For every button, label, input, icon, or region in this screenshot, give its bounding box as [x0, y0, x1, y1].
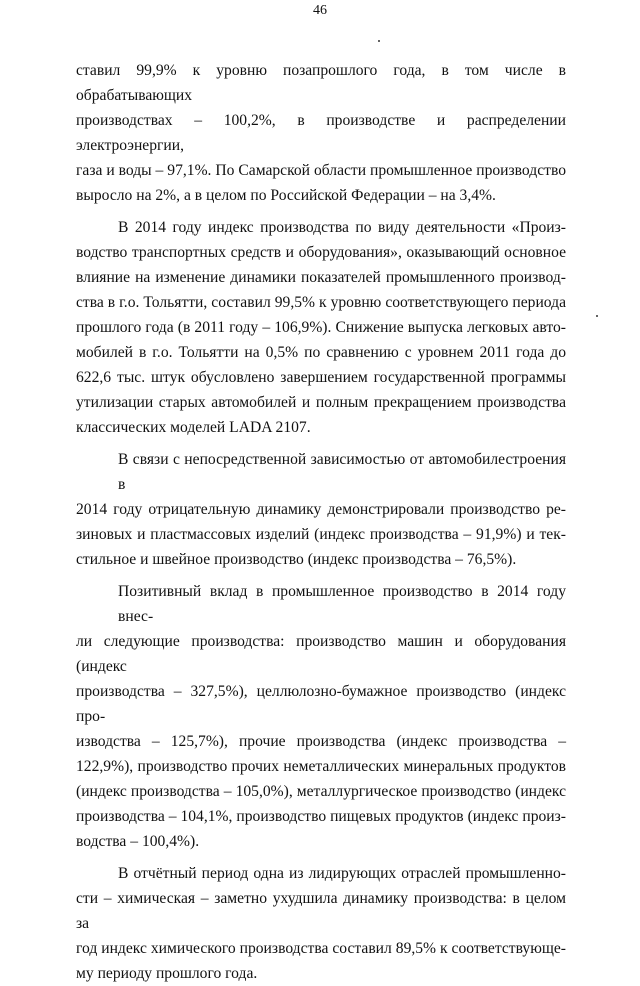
paragraph-gap — [76, 854, 566, 861]
text-line: ли следующие производства: производство машин и оборудования (индекс — [76, 633, 566, 675]
text-line: му периоду прошлого года. — [76, 965, 258, 982]
text-line: сти – химическая – заметно ухудшила динамику производства: в целом за — [76, 890, 566, 932]
text-line: 2014 году отрицательную динамику демонстрировали производство ре- — [76, 501, 566, 518]
text-line: водства – 100,4%). — [76, 833, 200, 850]
text-line: изводства – 125,7%), прочие производства (индекс производства – — [76, 733, 566, 750]
paragraph-p1 — [76, 58, 566, 208]
text-line: 622,6 тыс. штук обусловлено завершением государственной программы — [76, 369, 566, 386]
paragraph-p2 — [76, 215, 566, 440]
text-line: влияние на изменение динамики показателей промышленного производ- — [76, 269, 566, 286]
text-line: Позитивный вклад в промышленное производство в 2014 году внес- — [118, 583, 566, 625]
text-line: год индекс химического производства составил 89,5% к соответствующе- — [76, 940, 566, 957]
paragraph-gap — [76, 572, 566, 579]
text-line: В связи с непосредственной зависимостью от автомобилестроения в — [118, 451, 566, 493]
text-line: мобилей в г.о. Тольятти на 0,5% по сравнению с уровнем 2011 года до — [76, 344, 566, 361]
paragraph-p5 — [76, 861, 566, 986]
text-line: В 2014 году индекс производства по виду деятельности «Произ- — [118, 219, 566, 236]
paragraph-gap — [76, 440, 566, 447]
scan-speck — [596, 315, 598, 317]
text-line: производства – 104,1%, производство пищевых продуктов (индекс произ- — [76, 808, 566, 825]
text-line: ства в г.о. Тольятти, составил 99,5% к уровню соответствующего периода — [76, 294, 566, 311]
text-line: водство транспортных средств и оборудования», оказывающий основное — [76, 244, 566, 261]
text-line: выросло на 2%, а в целом по Российской Федерации – на 3,4%. — [76, 187, 496, 204]
text-line: классических моделей LADA 2107. — [76, 419, 311, 436]
text-line: производствах – 100,2%, в производстве и распределении электроэнергии, — [76, 112, 566, 154]
text-line: утилизации старых автомобилей и полным прекращением производства — [76, 394, 566, 411]
paragraph-p3 — [76, 447, 566, 572]
text-line: 122,9%), производство прочих неметаллических минеральных продуктов — [76, 758, 566, 775]
text-line: газа и воды – 97,1%. По Самарской области промышленное производство — [76, 162, 566, 179]
scan-speck — [378, 40, 380, 42]
paragraph-gap — [76, 208, 566, 215]
text-line: (индекс производства – 105,0%), металлургическое производство (индекс — [76, 783, 566, 800]
text-line: ставил 99,9% к уровню позапрошлого года, в том числе в обрабатывающих — [76, 62, 566, 104]
page-number: 46 — [313, 3, 327, 18]
text-line: зиновых и пластмассовых изделий (индекс производства – 91,9%) и тек- — [76, 526, 566, 543]
text-line: производства – 327,5%), целлюлозно-бумажное производство (индекс про- — [76, 683, 566, 725]
body-text — [76, 58, 566, 986]
text-line: прошлого года (в 2011 году – 106,9%). Снижение выпуска легковых авто- — [76, 319, 566, 336]
text-line: В отчётный период одна из лидирующих отраслей промышленно- — [118, 865, 566, 882]
paragraph-p4 — [76, 579, 566, 854]
text-line: стильное и швейное производство (индекс производства – 76,5%). — [76, 551, 517, 568]
